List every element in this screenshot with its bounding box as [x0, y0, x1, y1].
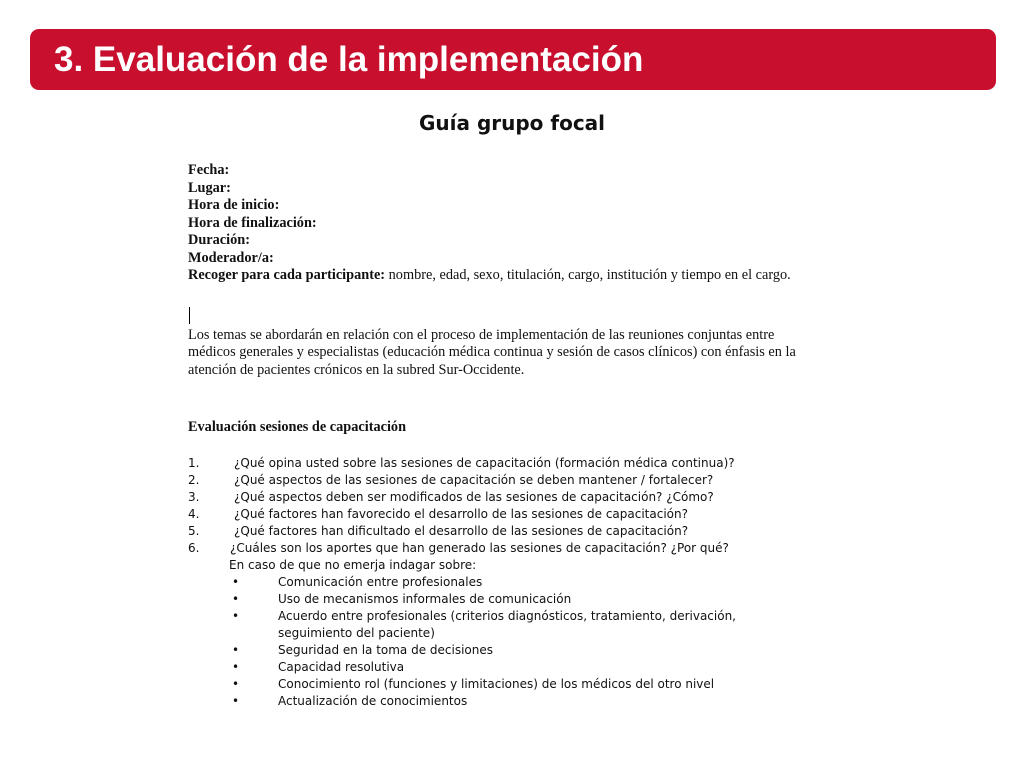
bullet-icon: • — [232, 574, 240, 589]
intro-paragraph: Los temas se abordarán en relación con el proceso de implementación de las reuniones conjuntas entre médicos generales y especialistas (educación médica continua y sesión de casos clínicos) con énfasis en la atención de pacientes crónicos en la subred Sur-Occidente. — [188, 326, 796, 378]
question-text: ¿Qué factores han dificultado el desarrollo de las sesiones de capacitación? — [234, 523, 689, 538]
field-value: nombre, edad, sexo, titulación, cargo, institución y tiempo en el cargo. — [385, 267, 791, 283]
question-number: 1. — [188, 455, 200, 470]
question-number: 2. — [188, 472, 200, 487]
bullet-icon: • — [232, 659, 240, 674]
bullet-text: Seguridad en la toma de decisiones — [278, 642, 494, 657]
field-label: Recoger para cada participante: — [188, 267, 386, 283]
question-text: ¿Qué opina usted sobre las sesiones de capacitación (formación médica continua)? — [234, 455, 735, 470]
title-banner — [30, 29, 996, 90]
field-hora-finalizacion — [188, 215, 798, 233]
field-label: Fecha: — [188, 162, 230, 178]
bullet-icon: • — [232, 693, 240, 708]
document-body — [188, 162, 798, 710]
bullet-item — [188, 676, 798, 693]
bullet-item — [188, 574, 798, 591]
bullet-text: Capacidad resolutiva — [278, 659, 405, 674]
question-item — [188, 523, 798, 540]
bullet-item — [188, 591, 798, 608]
bullet-item — [188, 659, 798, 676]
bullet-text: Acuerdo entre profesionales (criterios diagnósticos, tratamiento, derivación, seguimiento del paciente) — [278, 608, 736, 640]
field-label: Hora de finalización: — [188, 214, 317, 231]
field-moderador — [188, 250, 798, 268]
question-list — [188, 455, 798, 710]
question-number: 3. — [188, 489, 200, 504]
field-participante — [188, 267, 798, 285]
probe-note: En caso de que no emerja indagar sobre: — [229, 557, 477, 572]
text-cursor — [189, 307, 190, 324]
question-text: ¿Cuáles son los aportes que han generado las sesiones de capacitación? ¿Por qué? — [230, 540, 729, 555]
question-item — [188, 506, 798, 523]
bullet-text: Conocimiento rol (funciones y limitaciones) de los médicos del otro nivel — [278, 676, 715, 691]
bullet-text: Actualización de conocimientos — [278, 693, 468, 708]
bullet-icon: • — [232, 591, 240, 606]
section-heading: Evaluación sesiones de capacitación — [188, 419, 407, 435]
bullet-item — [188, 642, 798, 659]
question-item — [188, 489, 798, 506]
slide-title: 3. Evaluación de la implementación — [54, 40, 644, 79]
bullet-item — [188, 608, 798, 642]
question-text: ¿Qué aspectos de las sesiones de capacitación se deben mantener / fortalecer? — [234, 472, 714, 487]
slide-subtitle: Guía grupo focal — [418, 111, 606, 135]
bullet-icon: • — [232, 642, 240, 657]
field-fecha — [188, 162, 798, 180]
question-item — [188, 455, 798, 472]
field-duracion — [188, 232, 798, 250]
field-label: Moderador/a: — [188, 249, 274, 266]
field-lugar — [188, 180, 798, 198]
question-text: ¿Qué factores han favorecido el desarrollo de las sesiones de capacitación? — [234, 506, 688, 521]
question-number: 4. — [188, 506, 200, 521]
question-text: ¿Qué aspectos deben ser modificados de las sesiones de capacitación? ¿Cómo? — [234, 489, 714, 504]
question-number: 5. — [188, 523, 200, 538]
question-number: 6. — [188, 540, 200, 555]
question-item — [188, 472, 798, 489]
bullet-icon: • — [232, 676, 240, 691]
fields-block — [188, 162, 798, 285]
field-label: Lugar: — [188, 179, 231, 196]
bullet-item — [188, 693, 798, 710]
field-label: Hora de inicio: — [188, 197, 280, 213]
bullet-text: Uso de mecanismos informales de comunicación — [278, 591, 572, 606]
field-hora-inicio — [188, 197, 798, 215]
bullet-text: Comunicación entre profesionales — [278, 574, 483, 589]
question-item — [188, 540, 798, 557]
field-label: Duración: — [188, 232, 250, 248]
bullet-icon: • — [232, 608, 240, 623]
